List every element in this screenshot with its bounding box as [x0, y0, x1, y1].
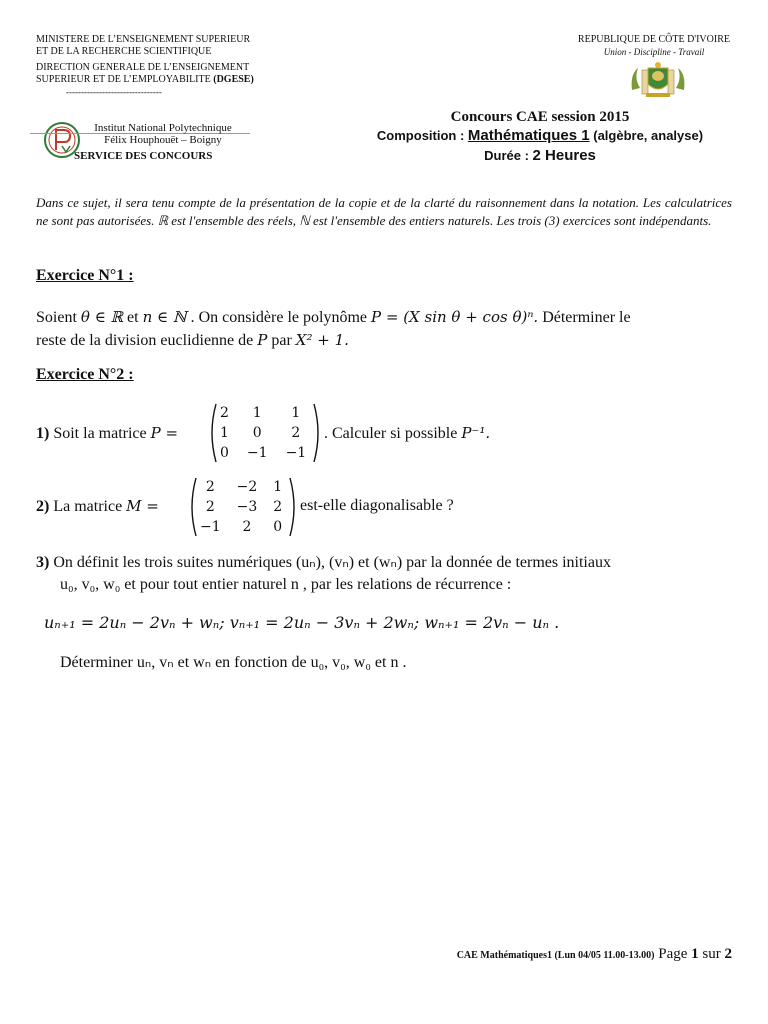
- instructions-paragraph: Dans ce sujet, il sera tenu compte de la présentation de la copie et de la clarté du raisonnement dans la notation. Les calculatrices ne sont pas autorisées. ℝ est l'ensemble des réels, ℕ est l'ensemble des entiers naturels. Les trois (3) exercices sont indépendants.: [36, 195, 732, 228]
- header-left: [36, 34, 254, 98]
- institute-name-line2: Félix Houphouët – Boigny: [104, 134, 222, 146]
- ministry-line1: MINISTERE DE L’ENSEIGNEMENT SUPERIEUR: [36, 34, 251, 45]
- exam-title: Concours CAE session 2015: [450, 109, 630, 125]
- matrix-p-right-paren: [312, 402, 324, 464]
- institute-name: [80, 122, 246, 146]
- exercise-1-statement: Soient θ ∈ ℝ et n ∈ ℕ . On considère le polynôme P = (X sin θ + cos θ)ⁿ. Déterminer le reste de la division euclidienne de P par X² + 1.: [36, 308, 631, 349]
- question-2-text: est-elle diagonalisable ?: [300, 497, 454, 514]
- page-footer: CAE Mathématiques1 (Lun 04/05 11.00-13.00) Page 1 sur 2: [456, 946, 732, 962]
- question-1-label: 1) Soit la matrice P =: [36, 424, 179, 442]
- header-right: [578, 34, 730, 58]
- question-3-statement: 3) On définit les trois suites numériques (uₙ), (vₙ) et (wₙ) par la donnée de termes initiaux u₀, v₀, w₀ et pour tout entier naturel n , par les relations de récurrence :: [36, 554, 611, 593]
- page-number: 1: [691, 946, 699, 962]
- direction-line1: DIRECTION GENERALE DE L’ENSEIGNEMENT: [36, 62, 250, 73]
- coat-of-arms-icon: [628, 60, 688, 100]
- duration-value: 2 Heures: [532, 147, 596, 164]
- question-3-task: Déterminer uₙ, vₙ et wₙ en fonction de u₀, v₀, w₀ et n .: [60, 654, 407, 671]
- recurrence-relations: uₙ₊₁ = 2uₙ − 2vₙ + wₙ; vₙ₊₁ = 2uₙ − 3vₙ + 2wₙ; wₙ₊₁ = 2vₙ − uₙ .: [44, 613, 560, 632]
- ministry-line2: ET DE LA RECHERCHE SCIENTIFIQUE: [36, 46, 212, 57]
- direction-line2: SUPERIEUR ET DE L’EMPLOYABILITE (DGESE): [36, 74, 254, 85]
- duration-line: Durée : 2 Heures: [484, 147, 596, 164]
- exam-title-block: [340, 108, 740, 166]
- exercise-1-heading: Exercice N°1 :: [36, 267, 134, 284]
- header-dashes: --------------------------------: [66, 87, 162, 97]
- institute-name-line1: Institut National Polytechnique: [94, 122, 232, 134]
- service-des-concours: SERVICE DES CONCOURS: [74, 150, 213, 162]
- subject-name: Mathématiques 1: [467, 127, 590, 144]
- matrix-p: 2 1 1 1 0 2 0 −1 −1: [220, 405, 307, 461]
- republic-name: REPUBLIQUE DE CÔTE D'IVOIRE: [577, 34, 730, 45]
- question-1-text: . Calculer si possible P⁻¹.: [324, 424, 491, 442]
- exercise-2-heading: Exercice N°2 :: [36, 366, 134, 383]
- footer-label: CAE Mathématiques1 (Lun 04/05 11.00-13.00): [456, 950, 655, 961]
- question-2-label: 2) La matrice M =: [36, 497, 159, 515]
- matrix-m: 2 −2 1 2 −3 2 −1 2 0: [200, 479, 283, 535]
- matrix-m-right-paren: [288, 476, 300, 538]
- national-motto: Union - Discipline - Travail: [603, 47, 705, 57]
- page-total: 2: [724, 946, 732, 962]
- composition-line: Composition : Mathématiques 1 (algèbre, analyse): [376, 127, 704, 144]
